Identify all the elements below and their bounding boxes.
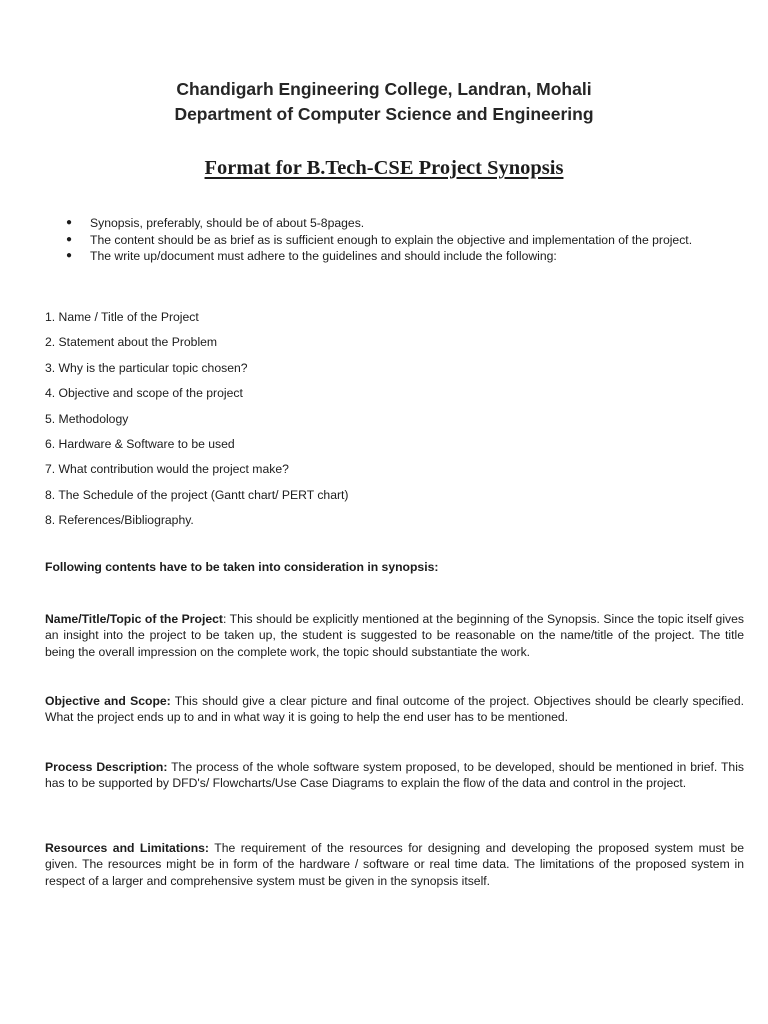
synopsis-contents-list	[45, 305, 745, 534]
section-process-description	[45, 759, 744, 792]
bullet-icon: ●	[66, 250, 73, 261]
numbered-item: 1. Name / Title of the Project	[45, 310, 199, 324]
section-text: The process of the whole software system proposed, to be developed, should be mentioned in brief. This has to be supported by DFD's/ Flowcharts/Use Case Diagrams to explain the flow of the data and control in the project.	[45, 760, 744, 791]
bullet-text: The content should be as brief as is sufficient enough to explain the objective and implementation of the project.	[90, 232, 693, 247]
numbered-item: 6. Hardware & Software to be used	[45, 437, 235, 452]
section-heading: Objective and Scope:	[45, 694, 171, 708]
consideration-heading: Following contents have to be taken into consideration in synopsis:	[45, 560, 439, 574]
numbered-item: 8. References/Bibliography.	[45, 513, 194, 528]
bullet-icon: ●	[66, 217, 73, 228]
document-header	[0, 77, 768, 127]
document-title	[0, 157, 768, 180]
document-title-text: Format for B.Tech-CSE Project Synopsis	[204, 157, 564, 179]
college-name: Chandigarh Engineering College, Landran, Mohali	[176, 79, 592, 99]
section-heading: Name/Title/Topic of the Project	[45, 612, 223, 626]
section-heading: Process Description:	[45, 760, 168, 774]
numbered-item: 8. The Schedule of the project (Gantt chart/ PERT chart)	[45, 487, 349, 502]
section-resources-limitations	[45, 840, 744, 889]
numbered-item: 5. Methodology	[45, 411, 129, 426]
section-text: This should give a clear picture and final outcome of the project. Objectives should be clearly specified. What the project ends up to and in what way it is going to help the end user has to be mentioned.	[45, 694, 744, 725]
numbered-item: 4. Objective and scope of the project	[45, 386, 243, 401]
bullet-text: The write up/document must adhere to the guidelines and should include the following:	[90, 249, 557, 263]
numbered-item: 7. What contribution would the project make?	[45, 462, 289, 477]
guideline-bullet-list	[66, 215, 756, 265]
bullet-item	[66, 248, 756, 265]
numbered-item: 3. Why is the particular topic chosen?	[45, 360, 248, 375]
bullet-item	[66, 232, 756, 249]
section-objective-scope	[45, 693, 744, 726]
section-heading: Resources and Limitations:	[45, 841, 209, 855]
section-text: The requirement of the resources for designing and developing the proposed system must be given. The resources might be in form of the hardware / software or real time data. The limitations of the proposed system in respect of a larger and comprehensive system must be given in the synopsis itself.	[45, 841, 745, 888]
numbered-item: 2. Statement about the Problem	[45, 335, 218, 350]
bullet-text: Synopsis, preferably, should be of about 5-8pages.	[90, 216, 365, 230]
section-name-title	[45, 611, 744, 660]
bullet-item	[66, 215, 756, 232]
bullet-icon: ●	[66, 233, 73, 245]
section-text: : This should be explicitly mentioned at the beginning of the Synopsis. Since the topic itself gives an insight into the project to be taken up, the student is suggested to be reasonable on the name/title of the project. The title being the overall impression on the complete work, the topic should substantiate the work.	[45, 612, 745, 659]
department-name: Department of Computer Science and Engineering	[174, 104, 594, 124]
